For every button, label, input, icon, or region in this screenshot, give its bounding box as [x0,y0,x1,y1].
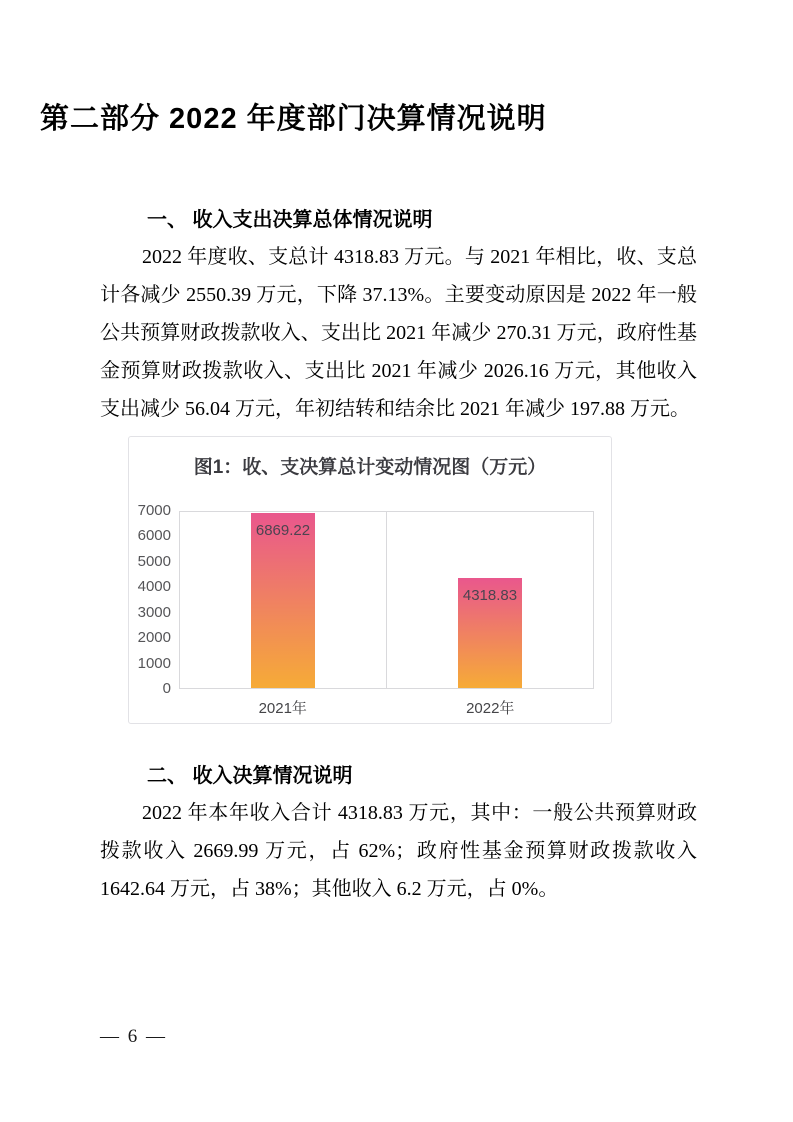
chart-body [129,502,611,718]
chart-y-axis [129,502,179,697]
document-content [0,207,793,908]
y-axis-tick-label: 1000 [137,654,171,672]
chart-category-cell [387,512,593,688]
x-axis-category-label: 2021年 [258,700,307,717]
chart-plot-wrap [179,511,594,718]
y-axis-tick-label: 4000 [137,578,171,596]
y-axis-tick-label: 7000 [137,502,171,519]
y-axis-tick-label: 3000 [137,603,171,621]
bar-value-label: 6869.22 [255,522,311,540]
chart-plot [179,511,594,689]
page-footer [100,1026,167,1048]
section-2-heading: 二、 收入决算情况说明 [147,765,353,787]
page-number: — 6 — [100,1026,167,1047]
section-2-paragraph: 2022 年本年收入合计 4318.83 万元，其中：一般公共预算财政拨款收入 2669.99 万元，占 62%；政府性基金预算财政拨款收入 1642.64 万元，占 38%；其他收入 6.2 万元，占 0%。 [100,802,697,900]
chart-category-cell [180,512,387,688]
section-1-paragraph: 2022 年度收、支总计 4318.83 万元。与 2021 年相比，收、支总计各减少 2550.39 万元，下降 37.13%。主要变动原因是 2022 年一般公共预算财政拨款收入、支出比 2021 年减少 270.31 万元，政府性基金预算财政拨款收入、支出比 2021 年减少 2026.16 万元，其他收入支出减少 56.04 万元，年初结转和结余比 2021 年减少 197.88 万元。 [100,246,697,420]
section-1-heading: 一、 收入支出决算总体情况说明 [147,209,433,231]
y-axis-tick-label: 5000 [137,552,171,570]
bar-2021年 [251,513,315,688]
x-axis-category-label: 2022年 [466,700,515,717]
y-axis-tick-label: 0 [162,680,171,697]
chart-x-axis [179,689,594,718]
y-axis-tick-label: 2000 [137,629,171,647]
bar-value-label: 4318.83 [462,587,518,605]
chart-title: 图1：收、支决算总计变动情况图（万元） [193,457,547,478]
bar-2022年 [458,578,522,688]
document-title: 第二部分 2022 年度部门决算情况说明 [40,103,547,135]
y-axis-tick-label: 6000 [137,527,171,545]
chart-card [128,436,612,724]
